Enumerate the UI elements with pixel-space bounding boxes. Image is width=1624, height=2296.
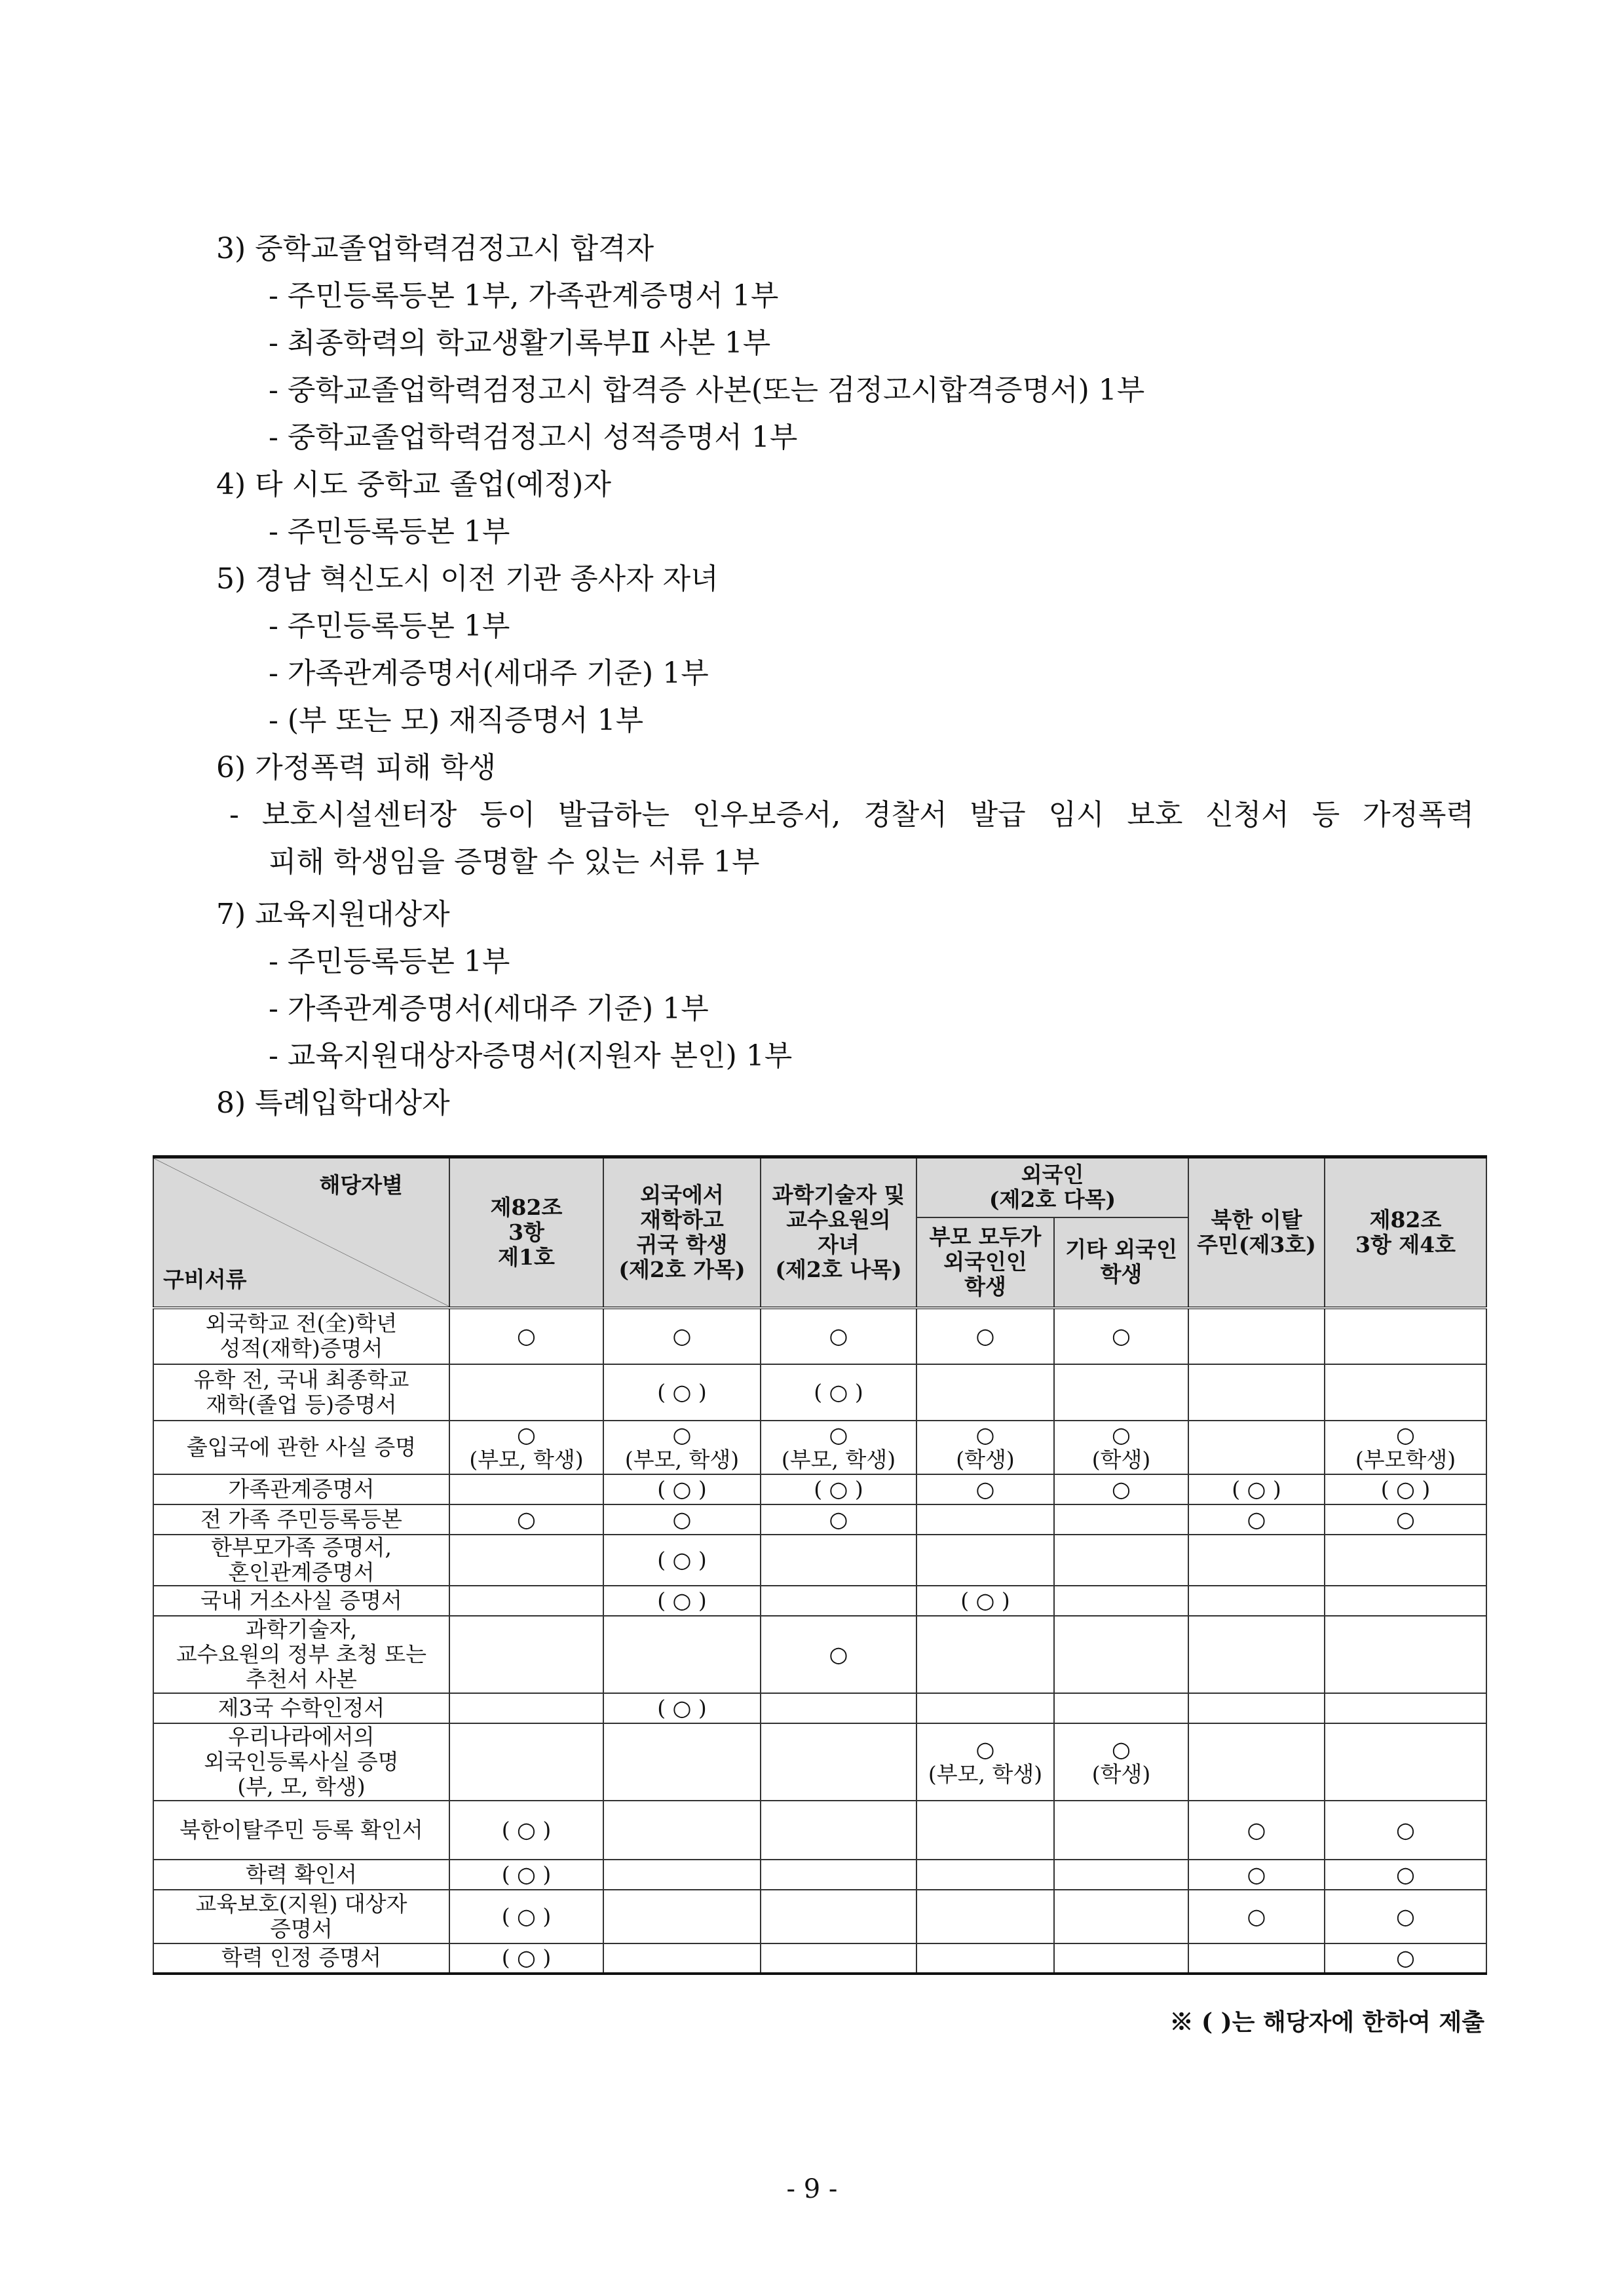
requirement-cell bbox=[449, 1586, 603, 1616]
table-row bbox=[153, 1535, 1486, 1586]
requirement-cell bbox=[1325, 1308, 1486, 1364]
table-body bbox=[153, 1308, 1486, 1974]
requirement-cell bbox=[603, 1860, 761, 1890]
list-item: - 주민등록등본 1부 bbox=[269, 945, 510, 978]
table-row bbox=[153, 1586, 1486, 1616]
requirement-cell: ( ○ ) bbox=[449, 1801, 603, 1860]
requirement-cell bbox=[603, 1616, 761, 1693]
list-item: - 최종학력의 학교생활기록부Ⅱ 사본 1부 bbox=[269, 326, 771, 360]
table-corner-cell bbox=[153, 1157, 449, 1308]
requirement-cell bbox=[916, 1504, 1054, 1535]
requirement-cell: ○ bbox=[1188, 1801, 1325, 1860]
table-row bbox=[153, 1890, 1486, 1943]
requirement-cell bbox=[1054, 1616, 1188, 1693]
requirement-cell bbox=[1188, 1693, 1325, 1723]
documents-table bbox=[153, 1155, 1487, 1975]
requirement-cell bbox=[761, 1801, 916, 1860]
requirement-cell: ○ bbox=[916, 1308, 1054, 1364]
requirement-cell: ( ○ ) bbox=[603, 1693, 761, 1723]
column-header: 부모 모두가 외국인인 학생 bbox=[916, 1217, 1054, 1308]
requirement-cell bbox=[1325, 1693, 1486, 1723]
table-row bbox=[153, 1860, 1486, 1890]
requirement-cell: ○ bbox=[1325, 1504, 1486, 1535]
requirement-cell: ○ bbox=[1325, 1943, 1486, 1974]
requirement-cell bbox=[1188, 1943, 1325, 1974]
table-row bbox=[153, 1474, 1486, 1504]
requirement-cell bbox=[1188, 1364, 1325, 1421]
list-item: - 주민등록등본 1부, 가족관계증명서 1부 bbox=[269, 279, 779, 313]
requirement-cell: ( ○ ) bbox=[603, 1586, 761, 1616]
requirement-cell bbox=[916, 1943, 1054, 1974]
requirement-cell bbox=[1054, 1504, 1188, 1535]
requirement-cell: ○ (부모학생) bbox=[1325, 1421, 1486, 1474]
requirement-cell: ○ bbox=[1325, 1801, 1486, 1860]
requirement-cell bbox=[603, 1723, 761, 1801]
corner-bottom-label: 구비서류 bbox=[163, 1266, 247, 1292]
column-header: 기타 외국인 학생 bbox=[1054, 1217, 1188, 1308]
requirement-cell bbox=[449, 1535, 603, 1586]
requirement-cell: ○ bbox=[1188, 1890, 1325, 1943]
requirement-cell: ( ○ ) bbox=[1325, 1474, 1486, 1504]
table-row bbox=[153, 1616, 1486, 1693]
requirement-cell bbox=[761, 1860, 916, 1890]
requirement-cell: ○ bbox=[603, 1308, 761, 1364]
requirement-cell: ( ○ ) bbox=[603, 1535, 761, 1586]
requirement-cell bbox=[916, 1860, 1054, 1890]
requirement-cell: ○ bbox=[1325, 1890, 1486, 1943]
requirement-cell: ○ bbox=[916, 1474, 1054, 1504]
requirement-cell: ○ bbox=[449, 1308, 603, 1364]
requirement-cell bbox=[916, 1801, 1054, 1860]
requirement-cell: ○ bbox=[761, 1308, 916, 1364]
document-name-cell: 북한이탈주민 등록 확인서 bbox=[153, 1801, 449, 1860]
requirement-cell: ( ○ ) bbox=[449, 1943, 603, 1974]
requirement-cell: ○ (학생) bbox=[916, 1421, 1054, 1474]
requirement-cell bbox=[1188, 1586, 1325, 1616]
requirement-cell: ○ bbox=[1054, 1474, 1188, 1504]
wrapped-line-2: 피해 학생임을 증명할 수 있는 서류 1부 bbox=[269, 845, 760, 879]
list-item: 7) 교육지원대상자 bbox=[216, 898, 450, 931]
requirement-cell bbox=[916, 1693, 1054, 1723]
column-header: 제82조 3항 제4호 bbox=[1325, 1157, 1486, 1308]
column-header: 북한 이탈 주민(제3호) bbox=[1188, 1157, 1325, 1308]
list-item: - 주민등록등본 1부 bbox=[269, 609, 510, 643]
document-name-cell: 학력 확인서 bbox=[153, 1860, 449, 1890]
list-item: 8) 특례입학대상자 bbox=[216, 1086, 450, 1120]
requirement-cell bbox=[449, 1474, 603, 1504]
document-name-cell: 국내 거소사실 증명서 bbox=[153, 1586, 449, 1616]
document-name-cell: 교육보호(지원) 대상자 증명서 bbox=[153, 1890, 449, 1943]
document-name-cell: 과학기술자, 교수요원의 정부 초청 또는 추천서 사본 bbox=[153, 1616, 449, 1693]
requirement-cell: ( ○ ) bbox=[449, 1860, 603, 1890]
corner-top-label: 해당자별 bbox=[319, 1172, 403, 1198]
requirement-cell bbox=[1188, 1535, 1325, 1586]
requirement-cell bbox=[1054, 1364, 1188, 1421]
requirement-cell bbox=[449, 1364, 603, 1421]
list-item: - 가족관계증명서(세대주 기준) 1부 bbox=[269, 992, 709, 1025]
list-item: - 교육지원대상자증명서(지원자 본인) 1부 bbox=[269, 1039, 793, 1073]
requirement-cell bbox=[761, 1943, 916, 1974]
footnote: ※ ( )는 해당자에 한하여 제출 bbox=[1169, 2008, 1484, 2036]
requirement-cell: ○ (부모, 학생) bbox=[761, 1421, 916, 1474]
page-number: - 9 - bbox=[786, 2174, 838, 2204]
document-name-cell: 출입국에 관한 사실 증명 bbox=[153, 1421, 449, 1474]
document-name-cell: 우리나라에서의 외국인등록사실 증명 (부, 모, 학생) bbox=[153, 1723, 449, 1801]
requirement-cell: ( ○ ) bbox=[1188, 1474, 1325, 1504]
requirement-cell: ○ bbox=[761, 1616, 916, 1693]
requirement-cell bbox=[1188, 1616, 1325, 1693]
requirement-cell bbox=[761, 1535, 916, 1586]
requirement-cell: ○ (부모, 학생) bbox=[449, 1421, 603, 1474]
requirement-cell bbox=[1054, 1801, 1188, 1860]
requirement-cell bbox=[603, 1943, 761, 1974]
requirement-cell: ( ○ ) bbox=[603, 1474, 761, 1504]
list-item: 5) 경남 혁신도시 이전 기관 종사자 자녀 bbox=[216, 562, 719, 596]
wrapped-line-1: - 보호시설센터장 등이 발급하는 인우보증서, 경찰서 발급 임시 보호 신청서 등 가정폭력 bbox=[229, 798, 1474, 832]
requirement-cell bbox=[761, 1723, 916, 1801]
requirement-cell bbox=[916, 1890, 1054, 1943]
requirement-cell bbox=[761, 1890, 916, 1943]
requirement-cell bbox=[449, 1723, 603, 1801]
requirement-cell bbox=[1325, 1364, 1486, 1421]
requirement-cell bbox=[1054, 1890, 1188, 1943]
list-item: - 중학교졸업학력검정고시 성적증명서 1부 bbox=[269, 421, 798, 454]
document-name-cell: 유학 전, 국내 최종학교 재학(졸업 등)증명서 bbox=[153, 1364, 449, 1421]
requirement-cell: ○ (학생) bbox=[1054, 1421, 1188, 1474]
column-header: 제82조 3항 제1호 bbox=[449, 1157, 603, 1308]
table-row bbox=[153, 1943, 1486, 1974]
requirement-cell: ○ bbox=[449, 1504, 603, 1535]
requirement-cell bbox=[761, 1693, 916, 1723]
requirement-cell: ○ (부모, 학생) bbox=[916, 1723, 1054, 1801]
requirement-cell: ○ bbox=[1054, 1308, 1188, 1364]
requirement-cell: ○ (학생) bbox=[1054, 1723, 1188, 1801]
requirement-cell bbox=[1054, 1860, 1188, 1890]
requirement-cell bbox=[916, 1364, 1054, 1421]
requirement-cell: ○ bbox=[1188, 1504, 1325, 1535]
list-item: - 주민등록등본 1부 bbox=[269, 515, 510, 548]
list-item: 6) 가정폭력 피해 학생 bbox=[216, 751, 497, 784]
requirement-cell bbox=[1188, 1308, 1325, 1364]
table-row bbox=[153, 1723, 1486, 1801]
requirement-cell bbox=[1054, 1586, 1188, 1616]
table-row bbox=[153, 1504, 1486, 1535]
requirement-cell bbox=[916, 1616, 1054, 1693]
column-header: 과학기술자 및 교수요원의 자녀 (제2호 나목) bbox=[761, 1157, 916, 1308]
requirement-cell: ( ○ ) bbox=[761, 1364, 916, 1421]
table-row bbox=[153, 1801, 1486, 1860]
requirement-cell bbox=[1188, 1723, 1325, 1801]
list-item: - 가족관계증명서(세대주 기준) 1부 bbox=[269, 657, 709, 690]
table-row bbox=[153, 1693, 1486, 1723]
table-row bbox=[153, 1421, 1486, 1474]
list-item: - (부 또는 모) 재직증명서 1부 bbox=[269, 704, 644, 737]
requirement-cell bbox=[603, 1801, 761, 1860]
list-item: 4) 타 시도 중학교 졸업(예정)자 bbox=[216, 468, 611, 501]
requirement-cell: ( ○ ) bbox=[761, 1474, 916, 1504]
requirement-cell bbox=[1054, 1943, 1188, 1974]
requirement-cell bbox=[603, 1890, 761, 1943]
requirement-cell: ( ○ ) bbox=[449, 1890, 603, 1943]
table-row bbox=[153, 1364, 1486, 1421]
table-row bbox=[153, 1308, 1486, 1364]
requirement-cell: ○ bbox=[1325, 1860, 1486, 1890]
document-name-cell: 한부모가족 증명서, 혼인관계증명서 bbox=[153, 1535, 449, 1586]
column-header: 외국에서 재학하고 귀국 학생 (제2호 가목) bbox=[603, 1157, 761, 1308]
requirement-cell: ○ bbox=[761, 1504, 916, 1535]
requirement-cell: ○ bbox=[1188, 1860, 1325, 1890]
requirement-cell bbox=[449, 1616, 603, 1693]
list-item: - 중학교졸업학력검정고시 합격증 사본(또는 검정고시합격증명서) 1부 bbox=[269, 373, 1145, 407]
document-name-cell: 외국학교 전(全)학년 성적(재학)증명서 bbox=[153, 1308, 449, 1364]
requirement-cell bbox=[916, 1535, 1054, 1586]
requirement-cell bbox=[1054, 1535, 1188, 1586]
document-name-cell: 전 가족 주민등록등본 bbox=[153, 1504, 449, 1535]
requirement-cell bbox=[1325, 1616, 1486, 1693]
requirement-cell bbox=[1054, 1693, 1188, 1723]
requirement-cell bbox=[761, 1586, 916, 1616]
requirement-cell bbox=[1325, 1535, 1486, 1586]
requirement-cell bbox=[449, 1693, 603, 1723]
requirement-cell: ○ bbox=[603, 1504, 761, 1535]
column-group-header: 외국인 (제2호 다목) bbox=[916, 1157, 1188, 1217]
list-item: 3) 중학교졸업학력검정고시 합격자 bbox=[216, 232, 654, 265]
document-name-cell: 가족관계증명서 bbox=[153, 1474, 449, 1504]
requirement-cell: ( ○ ) bbox=[603, 1364, 761, 1421]
document-name-cell: 제3국 수학인정서 bbox=[153, 1693, 449, 1723]
document-name-cell: 학력 인정 증명서 bbox=[153, 1943, 449, 1974]
list-item-wrapped bbox=[229, 792, 1474, 886]
requirement-cell: ○ (부모, 학생) bbox=[603, 1421, 761, 1474]
requirement-cell bbox=[1188, 1421, 1325, 1474]
requirement-cell bbox=[1325, 1586, 1486, 1616]
requirement-cell: ( ○ ) bbox=[916, 1586, 1054, 1616]
requirement-cell bbox=[1325, 1723, 1486, 1801]
